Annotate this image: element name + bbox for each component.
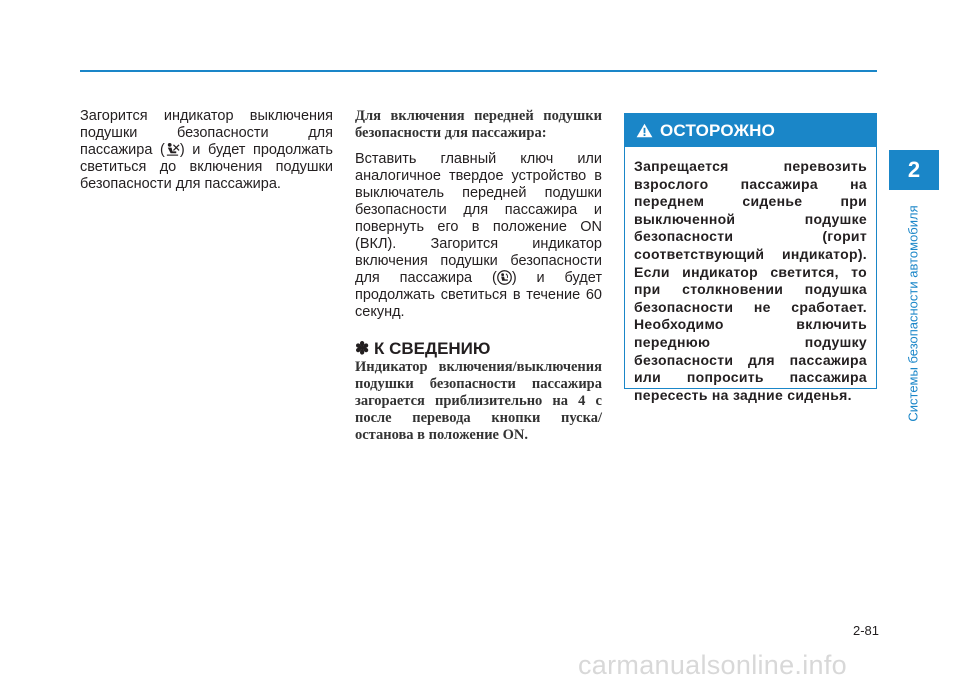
top-rule [80, 70, 877, 72]
chapter-number: 2 [907, 157, 921, 182]
warning-box [624, 113, 877, 403]
page-number: 2-81 [852, 623, 879, 638]
watermark: carmanualsonline.info [578, 650, 847, 680]
warning-header [625, 114, 876, 147]
note-body: Индикатор включения/выключения подушки безопасности пассажира загорается приблизительно на 4 с после перевода кнопки пуска/останова в положение ON. [355, 359, 602, 443]
airbag-off-icon [165, 142, 180, 157]
warning-triangle-icon [636, 123, 653, 138]
warning-title: ОСТОРОЖНО [660, 120, 776, 140]
column-middle [355, 108, 602, 444]
airbag-on-heading: Для включения передней подушки безопасности для пассажира: [355, 108, 602, 141]
chapter-tab [889, 150, 939, 190]
column-left [80, 108, 333, 193]
chapter-title: Системы безопасности автомобиля [905, 204, 921, 422]
airbag-on-icon [497, 270, 512, 285]
note-title: ✽ К СВЕДЕНИЮ [355, 339, 491, 358]
airbag-on-paragraph: Вставить главный ключ или аналогичное твердое устройство в выключатель передней подушки безопасности для пассажира и повернуть его в положение ON (ВКЛ). Загорится индикатор включения подушки безопасности для пассажира ( ) и будет продолжать светиться в течение 60 секунд. [355, 151, 602, 320]
warning-body: Запрещается перевозить взрослого пассажира на переднем сиденье при выключенной подушке безопасности (горит соответствующий индикатор). Если индикатор светится, то при столкновении подушка безопасности не сработает. Необходимо включить переднюю подушку безопасности для пассажира или попросить пассажира пересесть на задние сиденья. [634, 158, 867, 403]
chapter-side-title [902, 202, 924, 424]
airbag-off-paragraph: Загорится индикатор выключения подушки безопасности для пассажира ( ) и будет продолжать светиться до включения подушки безопасности для пассажира. [80, 108, 333, 192]
